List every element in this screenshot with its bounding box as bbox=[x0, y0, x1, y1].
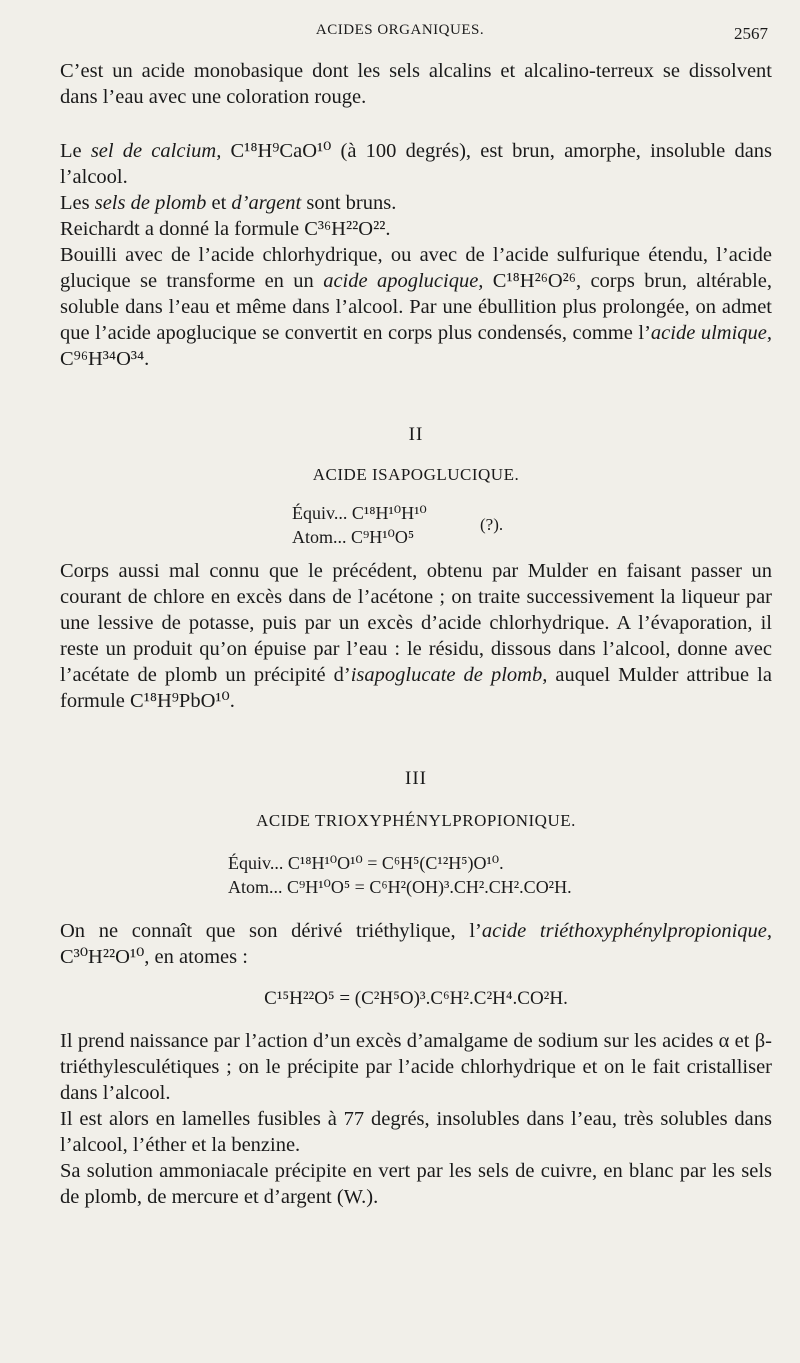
paragraph: Sa solution ammoniacale précipite en vert par les sels de cuivre, en blanc par les sels de plomb, de mercure et d’argent (W.). bbox=[60, 1160, 772, 1208]
paragraph: Corps aussi mal connu que le précédent, obtenu par Mulder en faisant passer un courant de chlore en excès dans de l’acétone ; on traite successivement la liqueur par une lessive de potasse, puis par un excès d’acide chlorhydrique. A l’évaporation, il reste un produit qu’on épuise par l’eau : le résidu, dissous dans l’alcool, donne avec l’acétate de plomb un précipité d’isapoglucate de plomb, auquel Mulder attribue la formule C¹⁸H⁹PbO¹⁰. bbox=[60, 560, 772, 712]
paragraph: Bouilli avec de l’acide chlorhydrique, ou avec de l’acide sulfurique étendu, l’acide glucique se transforme en un acide apoglucique, C¹⁸H²⁶O²⁶, corps brun, altérable, soluble dans l’eau et même dans l’alcool. Par une ébullition plus prolongée, on admet que l’acide apoglucique se convertit en corps plus condensés, comme l’acide ulmique, C⁹⁶H³⁴O³⁴. bbox=[60, 244, 772, 370]
paragraph: Les sels de plomb et d’argent sont bruns. bbox=[60, 192, 397, 214]
paragraph: Reichardt a donné la formule C³⁶H²²O²². bbox=[60, 218, 391, 240]
formula-atom: Atom... C⁹H¹⁰O⁵ bbox=[292, 527, 415, 547]
body-text bbox=[60, 58, 772, 1210]
section-number: II bbox=[408, 424, 424, 445]
paragraph: On ne connaît que son dérivé triéthylique, l’acide triéthoxyphénylpropionique, C³⁰H²²O¹⁰, en atomes : bbox=[60, 920, 772, 968]
section-title: ACIDE TRIOXYPHÉNYLPROPIONIQUE. bbox=[256, 811, 576, 830]
paragraph: Il est alors en lamelles fusibles à 77 degrés, insolubles dans l’eau, très solubles dans l’alcool, l’éther et la benzine. bbox=[60, 1108, 772, 1156]
paragraph: Le sel de calcium, C¹⁸H⁹CaO¹⁰ (à 100 degrés), est brun, amorphe, insoluble dans l’alcool. bbox=[60, 140, 773, 188]
formula-equiv: Équiv... C¹⁸H¹⁰H¹⁰ bbox=[292, 503, 427, 523]
paragraph: C’est un acide monobasique dont les sels alcalins et alcalino-terreux se dissolvent dans l’eau avec une coloration rouge. bbox=[60, 60, 772, 108]
formula-equiv: Équiv... C¹⁸H¹⁰O¹⁰ = C⁶H⁵(C¹²H⁵)O¹⁰. bbox=[228, 853, 504, 873]
formula-block bbox=[60, 840, 772, 896]
paragraph: Il prend naissance par l’action d’un excès d’amalgame de sodium sur les acides α et β-triéthylesculétiques ; on le précipite par l’acide chlorhydrique et on le fait cristalliser dans l’alcool. bbox=[60, 1030, 772, 1104]
running-title: ACIDES ORGANIQUES. bbox=[315, 22, 485, 38]
formula-block bbox=[60, 494, 772, 550]
formula-uncertain-mark: (?). bbox=[480, 515, 504, 534]
section-title: ACIDE ISAPOGLUCIQUE. bbox=[312, 465, 520, 484]
section-number: III bbox=[405, 768, 427, 789]
running-head bbox=[0, 20, 800, 50]
centered-formula: C¹⁵H²²O⁵ = (C²H⁵O)³.C⁶H².C²H⁴.CO²H. bbox=[264, 988, 568, 1009]
formula-atom: Atom... C⁹H¹⁰O⁵ = C⁶H²(OH)³.CH².CH².CO²H. bbox=[228, 877, 572, 897]
page-number: 2567 bbox=[734, 24, 768, 43]
